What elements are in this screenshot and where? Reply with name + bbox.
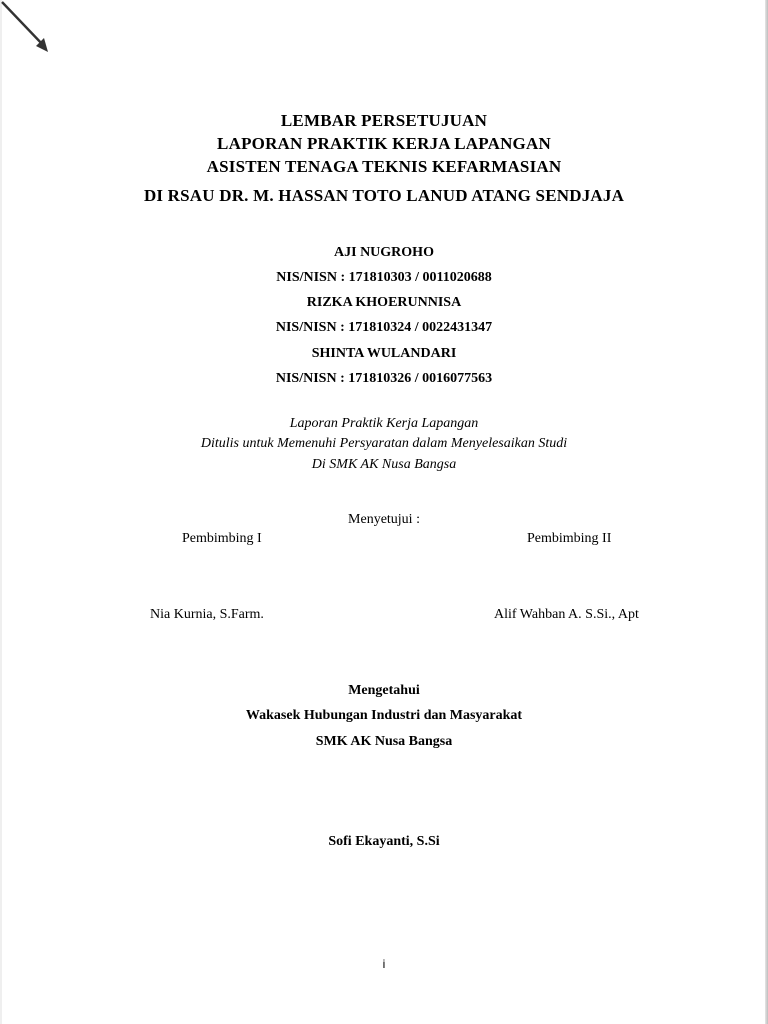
title-line-4: DI RSAU DR. M. HASSAN TOTO LANUD ATANG SENDJAJA [143,186,625,205]
title-line-2: LAPORAN PRAKTIK KERJA LAPANGAN [217,134,551,153]
supervisor-1-name: Nia Kurnia, S.Farm. [150,607,264,622]
page-number: i [382,957,386,971]
supervisor-2-name: Alif Wahban A. S.Si., Apt [494,607,639,622]
purpose-line-1: Laporan Praktik Kerja Lapangan [289,416,479,431]
supervisor-2-label: Pembimbing II [527,531,612,546]
supervisor-1-label: Pembimbing I [182,531,262,546]
acknowledgement-heading: Mengetahui [348,683,420,698]
title-line-3: ASISTEN TENAGA TEKNIS KEFARMASIAN [206,157,562,176]
student-nis: NIS/NISN : 171810326 / 0016077563 [275,371,493,386]
purpose-line-2: Ditulis untuk Memenuhi Persyaratan dalam Menyelesaikan Studi [200,436,568,451]
student-nis: NIS/NISN : 171810324 / 0022431347 [275,320,493,335]
student-name: SHINTA WULANDARI [311,346,457,361]
student-name: RIZKA KHOERUNNISA [306,295,462,310]
student-name: AJI NUGROHO [334,245,434,260]
title-line-1: LEMBAR PERSETUJUAN [280,111,488,130]
approval-heading: Menyetujui : [348,512,420,527]
acknowledgement-signatory: Sofi Ekayanti, S.Si [328,834,440,849]
purpose-line-3: Di SMK AK Nusa Bangsa [311,457,457,472]
arrow-cursor-icon [0,0,56,60]
acknowledgement-position: Wakasek Hubungan Industri dan Masyarakat [245,708,523,723]
student-nis: NIS/NISN : 171810303 / 0011020688 [276,270,492,285]
acknowledgement-institution: SMK AK Nusa Bangsa [315,734,453,749]
